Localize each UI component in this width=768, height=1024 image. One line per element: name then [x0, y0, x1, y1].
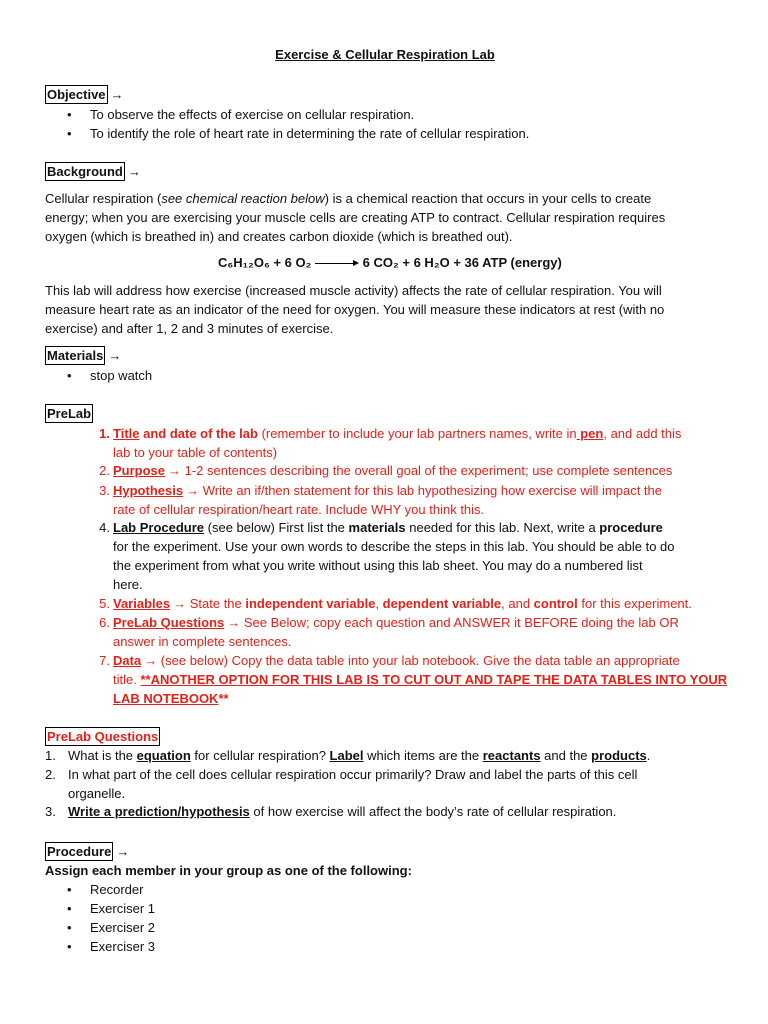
arrow-right-icon: →: [110, 87, 124, 102]
materials-heading: Materials →: [47, 348, 122, 363]
arrow-right-icon: →: [108, 348, 122, 363]
background-paragraph-line: energy; when you are exercising your muscle cells are creating ATP to contract. Cellular respiration requires: [45, 210, 666, 225]
chemical-equation: C₆H₁₂O₆ + 6 O₂ 6 CO₂ + 6 H₂O + 36 ATP (energy): [218, 255, 562, 270]
prelab-heading: PreLab: [47, 406, 92, 421]
reaction-arrow-icon: [315, 259, 359, 269]
background-paragraph-line: This lab will address how exercise (increased muscle activity) affects the rate of cellular respiration. You will: [45, 283, 662, 298]
background-paragraph-line: exercise) and after 1, 2 and 3 minutes of exercise.: [45, 321, 334, 336]
objective-heading: Objective →: [47, 87, 124, 102]
arrow-right-icon: →: [116, 844, 130, 859]
background-paragraph-line: oxygen (which is breathed in) and creates carbon dioxide (which is breathed out).: [45, 229, 513, 244]
procedure-heading: Procedure →: [47, 844, 130, 859]
background-paragraph-line: measure heart rate as an indicator of the need for oxygen. You will measure these indicators at rest (with no: [45, 302, 665, 317]
arrow-right-icon: →: [127, 164, 141, 179]
background-heading: Background →: [47, 164, 141, 179]
procedure-assign-text: Assign each member in your group as one of the following:: [45, 863, 412, 878]
background-paragraph-line: Cellular respiration (see chemical reaction below) is a chemical reaction that occurs in your cells to create: [45, 191, 652, 206]
document-title: Exercise & Cellular Respiration Lab: [275, 47, 495, 62]
prelab-questions-heading: PreLab Questions: [47, 729, 159, 744]
